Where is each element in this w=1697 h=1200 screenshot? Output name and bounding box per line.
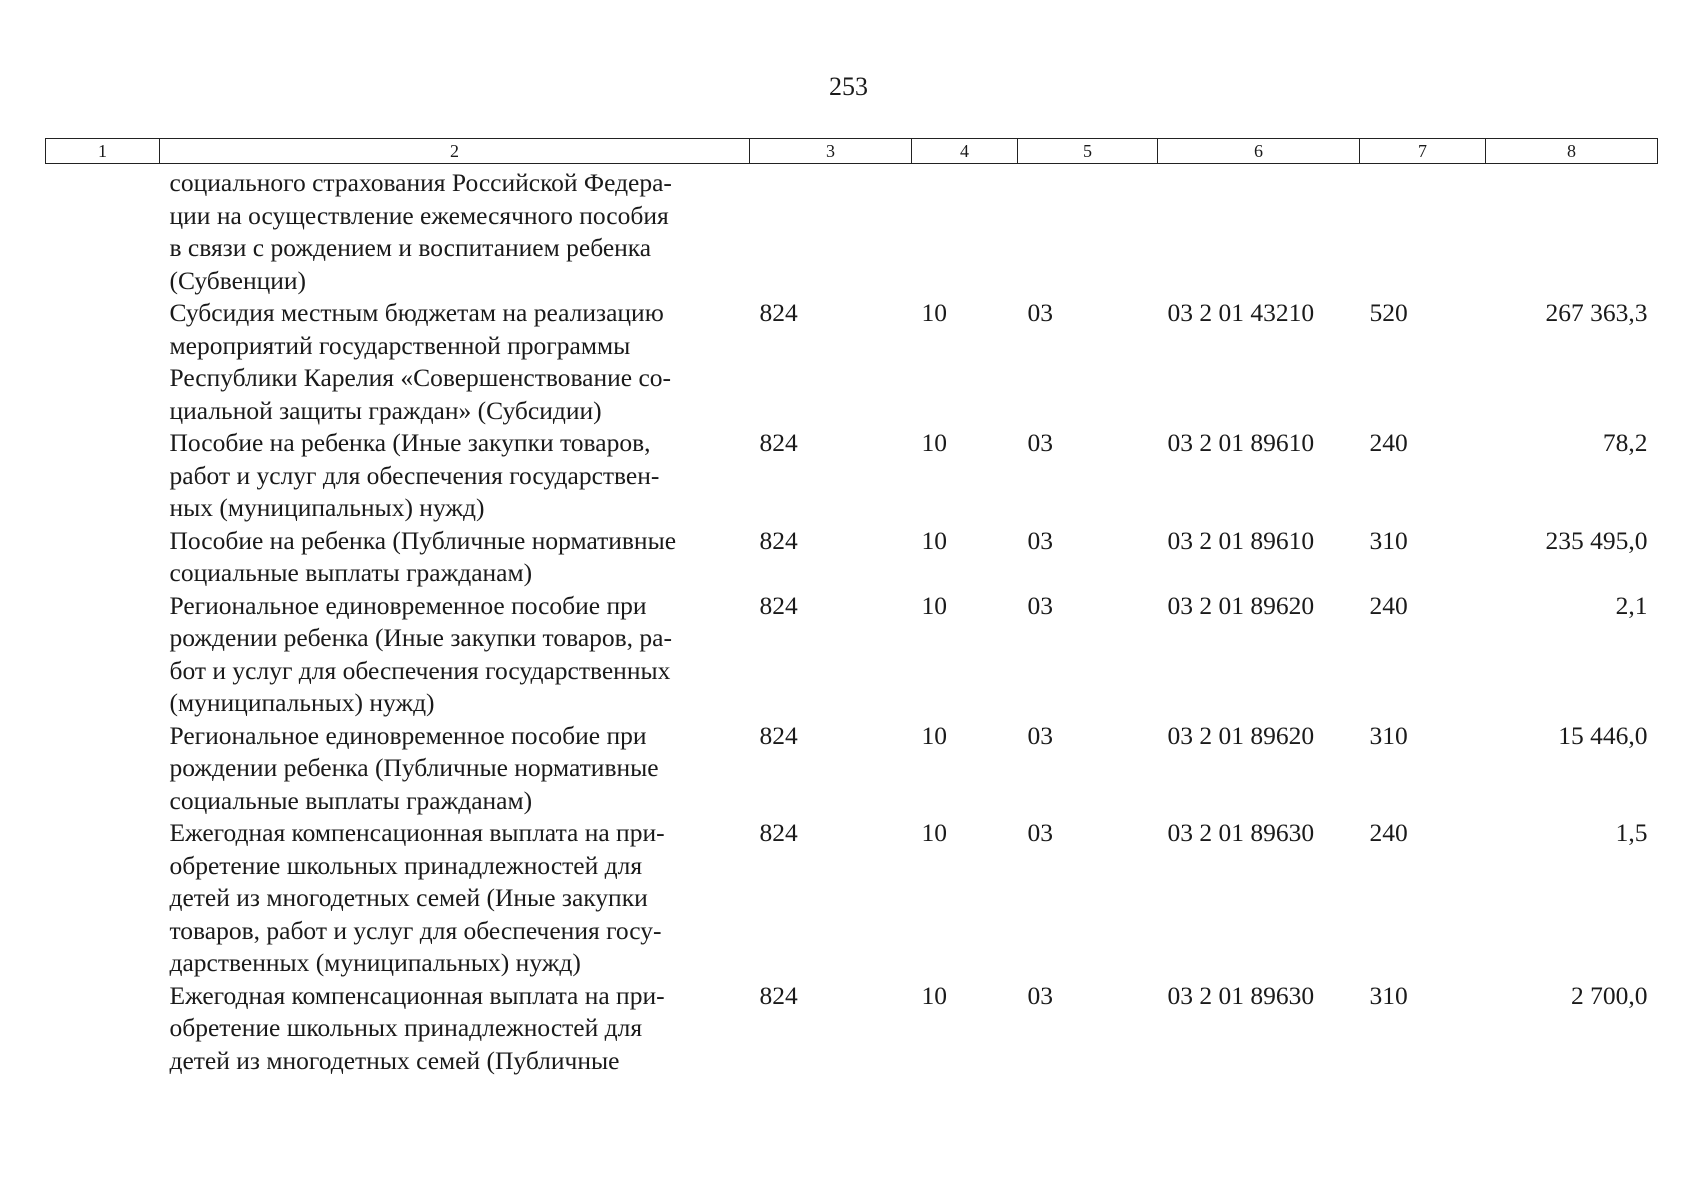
subsection-cell: 03 — [1027, 818, 1053, 847]
section-cell: 10 — [921, 298, 947, 327]
description-cell: Пособие на ребенка (Иные закупки товаров, работ и услуг для обеспечения государствен- ных (муниципальных) нужд) — [169, 428, 660, 522]
amount-cell: 78,2 — [1602, 428, 1648, 457]
section-cell: 10 — [921, 980, 947, 1010]
header-col-8: 8 — [1486, 139, 1658, 164]
subsection-cell: 03 — [1027, 980, 1053, 1010]
row-number-cell — [46, 525, 160, 590]
table-header — [46, 139, 1658, 164]
header-col-1: 1 — [46, 139, 160, 164]
row-number-cell — [46, 980, 160, 1078]
table-row — [46, 297, 1658, 427]
target-article-cell — [1158, 164, 1360, 298]
header-col-2: 2 — [160, 139, 750, 164]
section-cell — [912, 164, 1018, 298]
description-cell: социального страхования Российской Федера- ции на осуществление ежемесячного пособия в связи с рождением и воспитанием ребенка (Субвенции) — [169, 168, 672, 295]
subsection-cell — [1018, 164, 1158, 298]
ministry-code-cell: 824 — [759, 720, 798, 750]
description-cell: Пособие на ребенка (Публичные нормативные социальные выплаты гражданам) — [169, 525, 677, 587]
amount-cell: 2,1 — [1615, 590, 1648, 620]
section-cell: 10 — [921, 818, 947, 847]
header-col-3: 3 — [750, 139, 912, 164]
target-article-cell: 03 2 01 89630 — [1167, 980, 1315, 1010]
expense-type-cell: 310 — [1369, 720, 1408, 750]
subsection-cell: 03 — [1027, 720, 1053, 750]
expense-type-cell — [1360, 164, 1486, 298]
section-cell: 10 — [921, 525, 947, 555]
row-number-cell — [46, 720, 160, 818]
budget-table — [45, 138, 1658, 1077]
table-row — [46, 590, 1658, 720]
table-row — [46, 164, 1658, 298]
table-row — [46, 720, 1658, 818]
subsection-cell: 03 — [1027, 590, 1053, 620]
section-cell: 10 — [921, 590, 947, 620]
table-body — [46, 164, 1658, 1078]
table-row — [46, 427, 1658, 525]
table-row — [46, 525, 1658, 590]
row-number-cell — [46, 817, 160, 980]
row-number-cell — [46, 164, 160, 298]
description-cell: Субсидия местным бюджетам на реализацию мероприятий государственной программы Республики Карелия «Совершенствование со- циальной защиты граждан» (Субсидии) — [169, 298, 672, 425]
header-col-6: 6 — [1158, 139, 1360, 164]
ministry-code-cell: 824 — [759, 298, 798, 327]
amount-cell: 2 700,0 — [1571, 980, 1648, 1010]
header-row — [46, 139, 1658, 164]
target-article-cell: 03 2 01 89610 — [1167, 428, 1315, 457]
target-article-cell: 03 2 01 43210 — [1167, 298, 1315, 327]
table-row — [46, 980, 1658, 1078]
ministry-code-cell — [750, 164, 912, 298]
amount-cell: 15 446,0 — [1558, 720, 1648, 750]
subsection-cell: 03 — [1027, 298, 1053, 327]
ministry-code-cell: 824 — [759, 428, 798, 457]
amount-cell: 267 363,3 — [1545, 298, 1648, 327]
expense-type-cell: 240 — [1369, 590, 1408, 620]
amount-cell: 1,5 — [1615, 818, 1648, 847]
description-cell: Региональное единовременное пособие при рождении ребенка (Публичные нормативные социальные выплаты гражданам) — [169, 720, 659, 815]
expense-type-cell: 240 — [1369, 818, 1408, 847]
row-number-cell — [46, 590, 160, 720]
ministry-code-cell: 824 — [759, 980, 798, 1010]
ministry-code-cell: 824 — [759, 525, 798, 555]
subsection-cell: 03 — [1027, 428, 1053, 457]
subsection-cell: 03 — [1027, 525, 1053, 555]
description-cell: Ежегодная компенсационная выплата на при- обретение школьных принадлежностей для детей из многодетных семей (Публичные — [169, 980, 665, 1075]
page-number: 253 — [829, 72, 868, 101]
budget-table-container — [45, 138, 1657, 1077]
target-article-cell: 03 2 01 89610 — [1167, 525, 1315, 555]
description-cell: Ежегодная компенсационная выплата на при- обретение школьных принадлежностей для детей из многодетных семей (Иные закупки товаров, работ и услуг для обеспечения госу- дарственных (муниципальных) нужд) — [169, 818, 665, 977]
expense-type-cell: 310 — [1369, 525, 1408, 555]
amount-cell: 235 495,0 — [1545, 525, 1648, 555]
header-col-4: 4 — [912, 139, 1018, 164]
row-number-cell — [46, 297, 160, 427]
target-article-cell: 03 2 01 89620 — [1167, 720, 1315, 750]
row-number-cell — [46, 427, 160, 525]
amount-cell — [1486, 164, 1658, 298]
table-row — [46, 817, 1658, 980]
section-cell: 10 — [921, 720, 947, 750]
expense-type-cell: 240 — [1369, 428, 1408, 457]
header-col-5: 5 — [1018, 139, 1158, 164]
expense-type-cell: 310 — [1369, 980, 1408, 1010]
ministry-code-cell: 824 — [759, 818, 798, 847]
expense-type-cell: 520 — [1369, 298, 1408, 327]
ministry-code-cell: 824 — [759, 590, 798, 620]
header-col-7: 7 — [1360, 139, 1486, 164]
description-cell: Региональное единовременное пособие при рождении ребенка (Иные закупки товаров, ра- бот и услуг для обеспечения государственных (муниципальных) нужд) — [169, 590, 672, 717]
target-article-cell: 03 2 01 89630 — [1167, 818, 1315, 847]
section-cell: 10 — [921, 428, 947, 457]
target-article-cell: 03 2 01 89620 — [1167, 590, 1315, 620]
